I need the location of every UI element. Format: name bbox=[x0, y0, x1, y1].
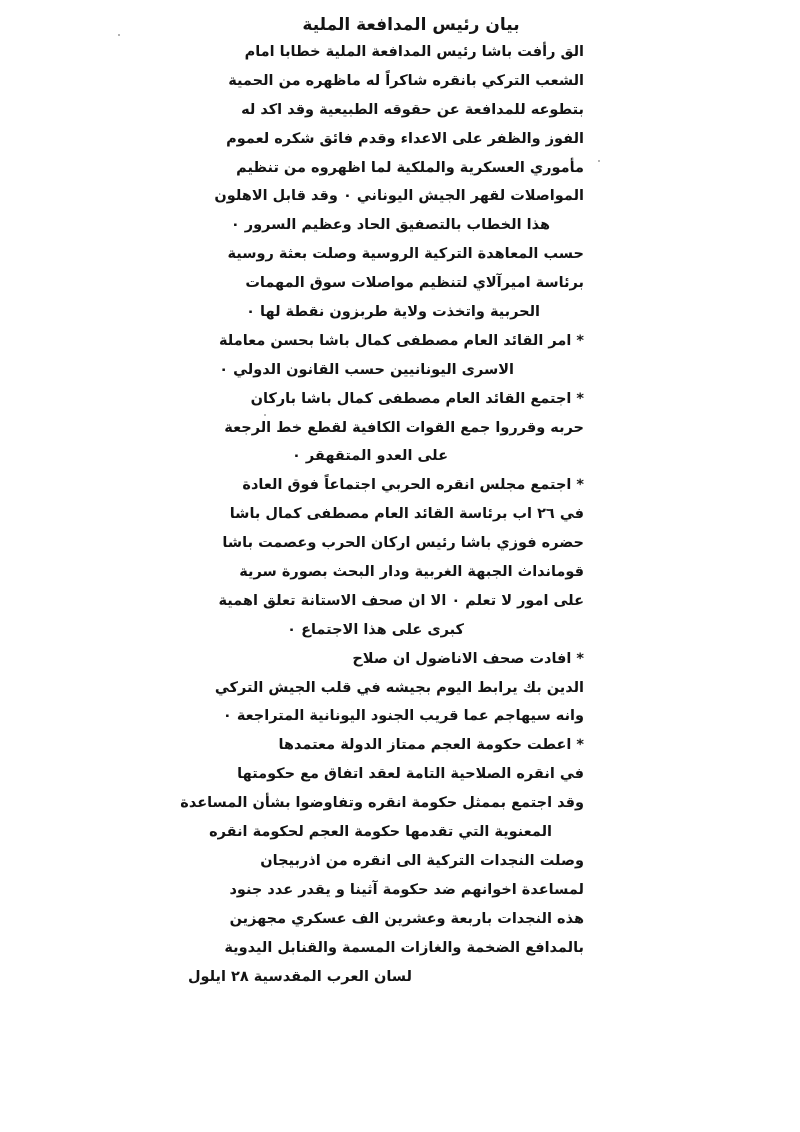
text-line: مأموري العسكرية والملكية لما اظهروه من تنظيم bbox=[236, 159, 584, 176]
text-line: على امور لا تعلم ٠ الا ان صحف الاستانة تعلق اهمية bbox=[218, 592, 584, 609]
text-line: في انقره الصلاحية التامة لعقد اتفاق مع حكومتها bbox=[237, 766, 584, 783]
text-line: بتطوعه للمدافعة عن حقوقه الطبيعية وقد اكد له bbox=[241, 101, 584, 118]
text-line: * اعطت حكومة العجم ممتاز الدولة معتمدها bbox=[278, 737, 584, 754]
text-line: المواصلات لقهر الجيش اليوناني ٠ وقد قابل الاهلون bbox=[214, 188, 584, 205]
text-line: الحربية واتخذت ولاية طربزون نقطة لها ٠ bbox=[246, 304, 540, 321]
dateline: لسان العرب المقدسية ٢٨ ايلول bbox=[187, 968, 412, 985]
newspaper-clipping bbox=[180, 12, 584, 991]
headline: بيان رئيس المدافعة الملية bbox=[302, 15, 520, 35]
text-line: على العدو المتقهقر ٠ bbox=[291, 448, 448, 465]
text-line: الفوز والظفر على الاعداء وقدم فائق شكره لعموم bbox=[226, 130, 584, 147]
text-line: قومانداث الجبهة الغربية ودار البحث بصورة سرية bbox=[239, 564, 584, 581]
text-line: لمساعدة اخوانهم ضد حكومة آثينا و يقدر عدد جنود bbox=[229, 881, 584, 898]
text-line: وقد اجتمع بممثل حكومة انقره وتفاوضوا بشأن المساعدة bbox=[180, 795, 584, 812]
scan-speck bbox=[598, 160, 600, 162]
text-line: وانه سيهاجم عما قريب الجنود اليونانية المتراجعة ٠ bbox=[222, 708, 584, 725]
text-line: بالمدافع الضخمة والغازات المسمة والقنابل اليدوية bbox=[224, 939, 584, 956]
text-line: الدين بك يرابط اليوم بجيشه في قلب الجيش التركي bbox=[214, 679, 584, 696]
scan-speck bbox=[118, 34, 120, 36]
text-line: الق رأفت باشا رئيس المدافعة الملية خطابا امام bbox=[244, 44, 584, 60]
text-line: الشعب التركي بانقره شاكراً له ماظهره من الحمية bbox=[228, 72, 584, 89]
text-line: حضره فوزي باشا رئيس اركان الحرب وعصمت باشا bbox=[222, 535, 584, 552]
text-line: هذه النجدات باربعة وعشرين الف عسكري مجهزين bbox=[229, 910, 584, 927]
text-line: * امر القائد العام مصطفى كمال باشا بحسن معاملة bbox=[219, 332, 584, 349]
text-line: برئاسة اميرآلاي لتنظيم مواصلات سوق المهمات bbox=[245, 275, 584, 292]
text-line: وصلت النجدات التركية الى انقره من اذربيجان bbox=[260, 852, 584, 869]
text-line: * افادت صحف الاناضول ان صلاح bbox=[352, 650, 584, 667]
text-line: كبرى على هذا الاجتماع ٠ bbox=[287, 621, 464, 638]
text-line: في ٢٦ اب برئاسة القائد العام مصطفى كمال باشا bbox=[229, 506, 584, 523]
text-line: الاسرى اليونانيين حسب القانون الدولي ٠ bbox=[219, 361, 514, 378]
text-line: حسب المعاهدة التركية الروسية وصلت بعثة روسية bbox=[227, 246, 584, 263]
text-line: المعنوية التي تقدمها حكومة العجم لحكومة انقره bbox=[209, 824, 552, 841]
text-line: هذا الخطاب بالتصفيق الحاد وعظيم السرور ٠ bbox=[230, 217, 550, 234]
text-line: * اجتمع مجلس انقره الحربي اجتماعاً فوق العادة bbox=[242, 477, 584, 494]
text-line: حربه وقرروا جمع القوات الكافية لقطع خط الرجعة bbox=[224, 419, 584, 436]
text-line: * اجتمع القائد العام مصطفى كمال باشا باركان bbox=[250, 390, 584, 407]
